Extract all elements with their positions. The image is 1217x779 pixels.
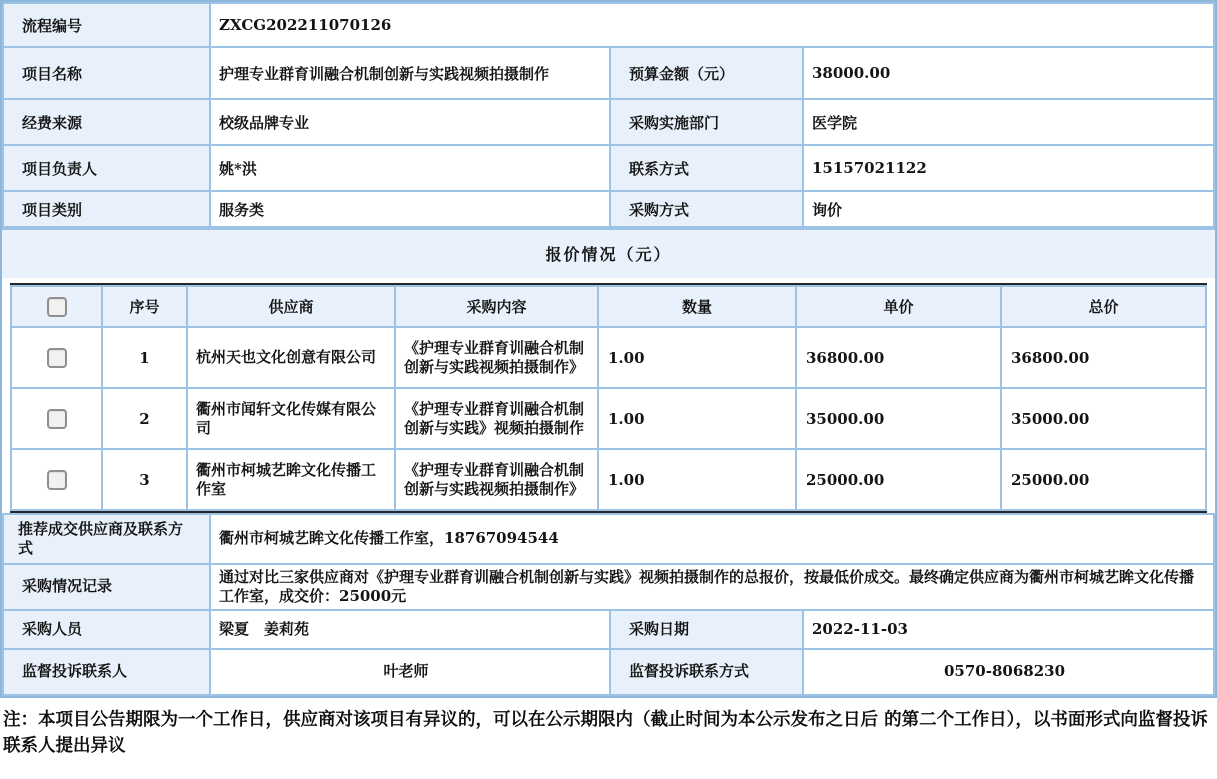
- content-cell: 《护理专业群育训融合机制创新与实践》视频拍摄制作: [395, 388, 598, 449]
- col-header-qty: 数量: [598, 286, 796, 327]
- col-header-unit-price: 单价: [796, 286, 1001, 327]
- select-all-checkbox[interactable]: [47, 297, 67, 317]
- content-cell: 《护理专业群育训融合机制创新与实践视频拍摄制作》: [395, 327, 598, 388]
- table-row: [3, 610, 1214, 649]
- purchasing-department-label: 采购实施部门: [610, 99, 803, 145]
- procurement-method-value: 询价: [803, 191, 1214, 227]
- unit-price-cell: 35000.00: [796, 388, 1001, 449]
- row-checkbox[interactable]: [47, 409, 67, 429]
- process-number-label: 流程编号: [3, 3, 210, 47]
- procurement-record-value: 通过对比三家供应商对《护理专业群育训融合机制创新与实践》视频拍摄制作的总报价，按最低价成交。最终确定供应商为衢州市柯城艺眸文化传播工作室，成交价：25000元: [210, 564, 1214, 610]
- qty-cell: 1.00: [598, 327, 796, 388]
- supervision-phone-value: 0570-8068230: [803, 649, 1214, 695]
- table-row: [3, 514, 1214, 564]
- project-name-value: 护理专业群育训融合机制创新与实践视频拍摄制作: [210, 47, 610, 99]
- quotation-row: [11, 327, 1206, 388]
- procurement-record-label: 采购情况记录: [3, 564, 210, 610]
- procurement-staff-label: 采购人员: [3, 610, 210, 649]
- total-price-cell: 25000.00: [1001, 449, 1206, 510]
- footer-note: 注：本项目公告期限为一个工作日，供应商对该项目有异议的，可以在公示期限内（截止时间为本公示发布之日后 的第二个工作日），以书面形式向监督投诉联系人提出异议: [3, 710, 1208, 757]
- quotation-row: [11, 388, 1206, 449]
- procurement-staff-value: 梁夏 姜莉苑: [210, 610, 610, 649]
- funding-source-value: 校级品牌专业: [210, 99, 610, 145]
- funding-source-label: 经费来源: [3, 99, 210, 145]
- supplier-cell: 衢州市柯城艺眸文化传播工作室: [187, 449, 395, 510]
- project-category-label: 项目类别: [3, 191, 210, 227]
- table-row: [3, 191, 1214, 227]
- supplier-cell: 衢州市闻轩文化传媒有限公司: [187, 388, 395, 449]
- quotation-header-row: [11, 286, 1206, 327]
- quotation-section-title: 报价情况（元）: [2, 228, 1215, 278]
- checkbox-cell: [11, 449, 102, 510]
- procurement-method-label: 采购方式: [610, 191, 803, 227]
- unit-price-cell: 36800.00: [796, 327, 1001, 388]
- select-all-cell: [11, 286, 102, 327]
- procurement-date-value: 2022-11-03: [803, 610, 1214, 649]
- contact-value: 15157021122: [803, 145, 1214, 191]
- budget-label: 预算金额（元）: [610, 47, 803, 99]
- project-category-value: 服务类: [210, 191, 610, 227]
- supervision-phone-label: 监督投诉联系方式: [610, 649, 803, 695]
- project-name-label: 项目名称: [3, 47, 210, 99]
- table-row: [3, 564, 1214, 610]
- total-price-cell: 36800.00: [1001, 327, 1206, 388]
- qty-cell: 1.00: [598, 449, 796, 510]
- recommended-supplier-label: 推荐成交供应商及联系方式: [3, 514, 210, 564]
- procurement-date-label: 采购日期: [610, 610, 803, 649]
- table-row: [3, 649, 1214, 695]
- table-row: [3, 47, 1214, 99]
- row-checkbox[interactable]: [47, 470, 67, 490]
- project-leader-value: 姚*洪: [210, 145, 610, 191]
- qty-cell: 1.00: [598, 388, 796, 449]
- quotation-row: [11, 449, 1206, 510]
- quotation-table: [10, 285, 1207, 511]
- supplier-cell: 杭州天也文化创意有限公司: [187, 327, 395, 388]
- process-number-value: ZXCG202211070126: [210, 3, 1214, 47]
- col-header-content: 采购内容: [395, 286, 598, 327]
- unit-price-cell: 25000.00: [796, 449, 1001, 510]
- contact-label: 联系方式: [610, 145, 803, 191]
- project-leader-label: 项目负责人: [3, 145, 210, 191]
- project-info-table: [2, 2, 1215, 228]
- result-table: [2, 513, 1215, 696]
- budget-value: 38000.00: [803, 47, 1214, 99]
- recommended-supplier-value: 衢州市柯城艺眸文化传播工作室，18767094544: [210, 514, 1214, 564]
- table-row: [3, 145, 1214, 191]
- content-cell: 《护理专业群育训融合机制创新与实践视频拍摄制作》: [395, 449, 598, 510]
- seq-cell: 2: [102, 388, 187, 449]
- table-row: [3, 99, 1214, 145]
- total-price-cell: 35000.00: [1001, 388, 1206, 449]
- checkbox-cell: [11, 327, 102, 388]
- col-header-seq: 序号: [102, 286, 187, 327]
- col-header-total-price: 总价: [1001, 286, 1206, 327]
- table-row: [3, 3, 1214, 47]
- supervision-contact-label: 监督投诉联系人: [3, 649, 210, 695]
- purchasing-department-value: 医学院: [803, 99, 1214, 145]
- col-header-supplier: 供应商: [187, 286, 395, 327]
- seq-cell: 3: [102, 449, 187, 510]
- checkbox-cell: [11, 388, 102, 449]
- supervision-contact-value: 叶老师: [210, 649, 610, 695]
- quotation-table-wrap: [10, 283, 1207, 513]
- seq-cell: 1: [102, 327, 187, 388]
- row-checkbox[interactable]: [47, 348, 67, 368]
